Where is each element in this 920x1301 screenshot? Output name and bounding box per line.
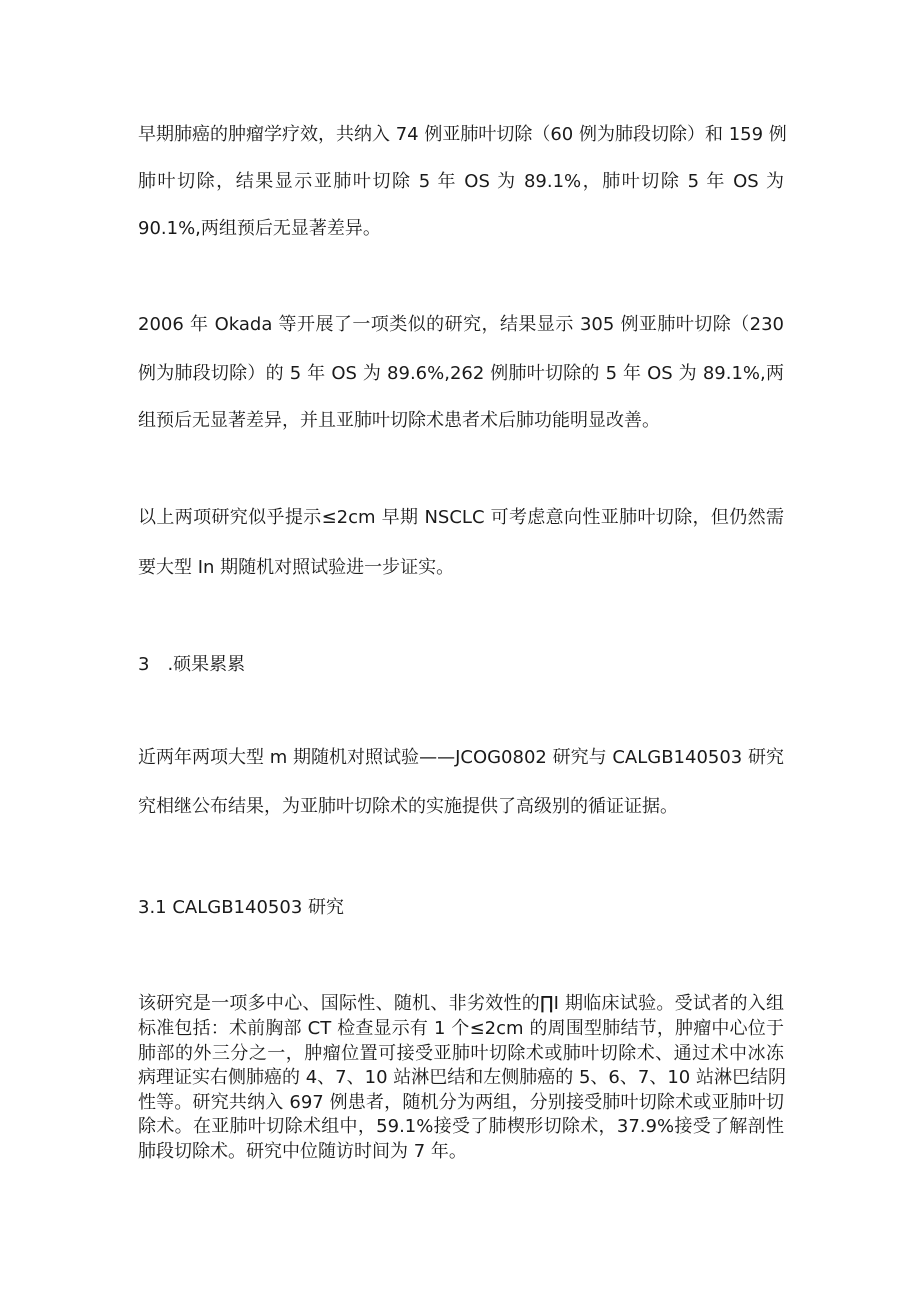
paragraph-5-line-3: 肺部的外三分之一，肿瘤位置可接受亚肺叶切除术或肺叶切除术、通过术中冰冻 [138,1043,784,1064]
paragraph-4-line-1: 近两年两项大型 m 期随机对照试验——JCOG0802 研究与 CALGB140503 研究 [138,747,784,768]
paragraph-1-line-3: 90.1%,两组预后无显著差异。 [138,218,381,239]
paragraph-5-line-1: 该研究是一项多中心、国际性、随机、非劣效性的∏I 期临床试验。受试者的入组 [138,993,784,1014]
paragraph-5-line-5: 性等。研究共纳入 697 例患者，随机分为两组，分别接受肺叶切除术或亚肺叶切 [138,1092,784,1113]
paragraph-5-line-6: 除术。在亚肺叶切除术组中，59.1%接受了肺楔形切除术，37.9%接受了解剖性 [138,1116,784,1137]
paragraph-1-line-2: 肺叶切除，结果显示亚肺叶切除 5 年 OS 为 89.1%，肺叶切除 5 年 OS 为 [138,171,784,192]
paragraph-4-line-2: 究相继公布结果，为亚肺叶切除术的实施提供了高级别的循证证据。 [138,796,678,817]
paragraph-1-line-1: 早期肺癌的肿瘤学疗效，共纳入 74 例亚肺叶切除（60 例为肺段切除）和 159 例 [138,124,787,145]
paragraph-5-line-4: 病理证实右侧肺癌的 4、7、10 站淋巴结和左侧肺癌的 5、6、7、10 站淋巴结阴 [138,1067,786,1088]
section-heading-3-1: 3.1 CALGB140503 研究 [138,897,344,918]
section-heading-3: 3 .硕果累累 [138,654,246,675]
paragraph-2-line-1: 2006 年 Okada 等开展了一项类似的研究，结果显示 305 例亚肺叶切除（230 [138,314,784,335]
paragraph-3-line-1: 以上两项研究似乎提示≤2cm 早期 NSCLC 可考虑意向性亚肺叶切除，但仍然需 [138,507,784,528]
paragraph-2-line-2: 例为肺段切除）的 5 年 OS 为 89.6%,262 例肺叶切除的 5 年 OS 为 89.1%,两 [138,363,784,384]
paragraph-2-line-3: 组预后无显著差异，并且亚肺叶切除术患者术后肺功能明显改善。 [138,410,660,431]
paragraph-3-line-2: 要大型 In 期随机对照试验进一步证实。 [138,557,455,578]
paragraph-5-line-2: 标准包括：术前胸部 CT 检查显示有 1 个≤2cm 的周围型肺结节，肿瘤中心位于 [138,1018,784,1039]
paragraph-5-line-7: 肺段切除术。研究中位随访时间为 7 年。 [138,1141,467,1162]
